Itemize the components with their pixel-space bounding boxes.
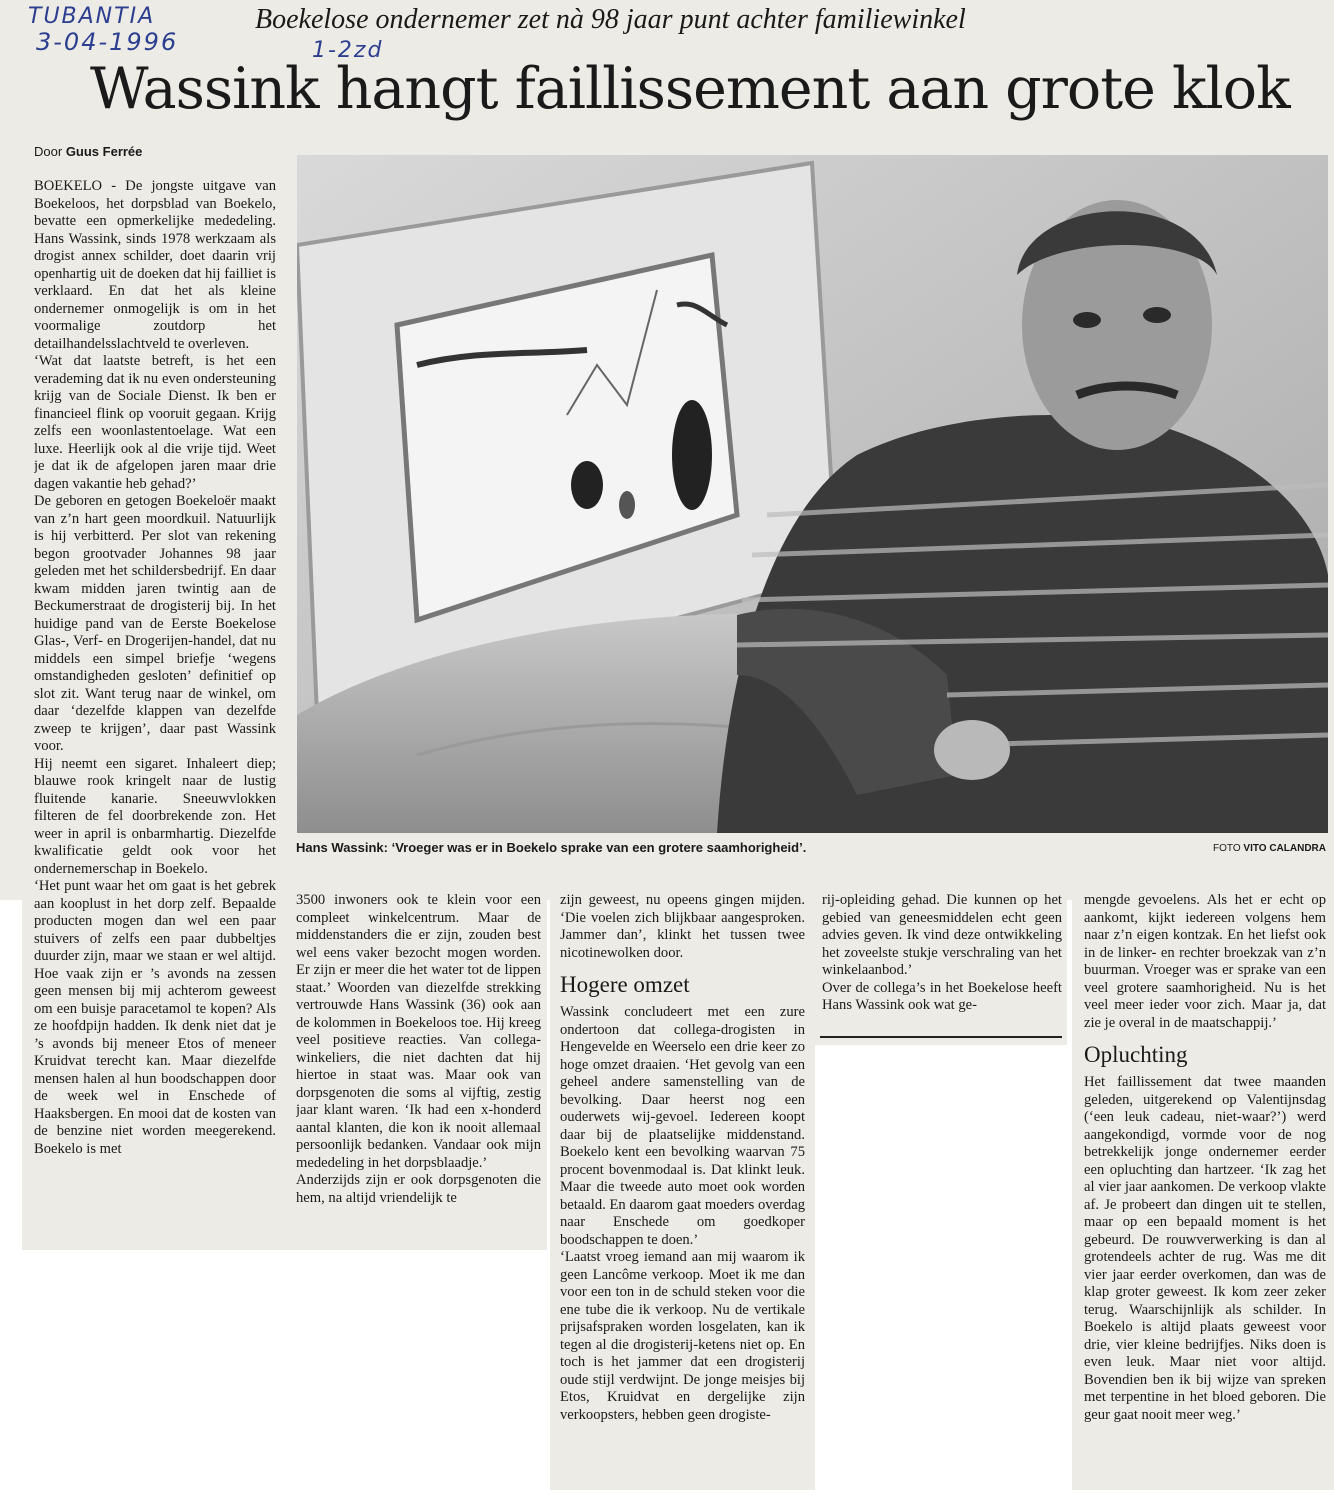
article-kicker: Boekelose ondernemer zet nà 98 jaar punt achter familiewinkel <box>255 4 966 35</box>
photo-credit-name: VITO CALANDRA <box>1243 843 1326 854</box>
photo-caption: Hans Wassink: ‘Vroeger was er in Boekelo sprake van een grotere saamhorigheid’. <box>296 840 807 855</box>
photo-credit <box>1213 843 1326 854</box>
column-3-body: Wassink concludeert met een zure ondertoon dat collega-drogisten in Hengevelde en Weerselo een drie keer zo hoge omzet draaien. ‘Het gevolg van een geheel andere samenstelling van de bevolking. Daar heerst nog een ouderwets wij-gevoel. Iedereen koopt daar bij de plaatselijke middenstand. Boekelo kent een bevolking waarvan 75 procent bovenmodaal is. Dat klinkt leuk. Maar die tweede auto moet ook worden betaald. En daarom gaat moeders overdag naar Enschede om goedkoper boodschappen te doen.’ ‘Laatst vroeg iemand aan mij waarom ik geen Lancôme verkoop. Moet ik me dan voor een ton in de schuld steken voor die ene tube die ik verkoop. Nu de vertikale prijsafspraken worden losgelaten, kan ik tegen al die drogisterij-ketens niet op. En toch is het jammer dat een drogisterij oude stijl verdwijnt. De jonge meisjes bij Etos, Kruidvat en dergelijke zijn verkoopsters, hebben geen drogiste- <box>560 1004 805 1423</box>
column-2: 3500 inwoners ook te klein voor een compleet winkelcentrum. Maar de middenstanders die er zijn, zouden best wel eens vaker bezocht mogen worden. Er zijn er meer die het water tot de lippen staat.’ Woorden van diezelfde strekking vertrouwde Hans Wassink (36) ook aan de kolommen in Boekeloos toe. Hij kreeg veel positieve reacties. Van collega-winkeliers, die niet dachten dat hij hiertoe in staat was. Maar ook van dorpsgenoten die soms al vijftig, zestig jaar klant waren. ‘Ik had een x-honderd aantal klanten, die kon ik nooit allemaal persoonlijk bedanken. Vandaar ook mijn mededeling in het dorpsblaadje.’ Anderzijds zijn er ook dorpsgenoten die hem, na altijd vriendelijk te <box>296 892 541 1206</box>
handwritten-page-note: 1-2zd <box>312 38 384 63</box>
column-3 <box>560 892 805 1482</box>
column-4: rij-opleiding gehad. Die kunnen op het gebied van geneesmiddelen echt geen advies geven. Ik vind deze ontwikkeling het zoveelste stukje verschraling van het winkelaanbod.’ Over de collega’s in het Boekelose heeft Hans Wassink ook wat ge- <box>822 892 1062 1013</box>
article-photo <box>297 155 1328 833</box>
handwritten-date: 3-04-1996 <box>36 28 179 56</box>
photo-credit-prefix: FOTO <box>1213 843 1241 854</box>
article-byline <box>34 144 142 159</box>
column-3-intro: zijn geweest, nu opeens gingen mijden. ‘Die voelen zich blijkbaar aangesproken. Jammer dan’, klinkt het tussen twee nicotinewolken door. <box>560 892 805 961</box>
article-headline: Wassink hangt faillissement aan grote klok <box>90 56 1290 122</box>
column-4-rule <box>820 1036 1062 1038</box>
byline-prefix: Door <box>34 144 63 159</box>
subheading-opluchting: Opluchting <box>1084 1042 1188 1067</box>
column-1: BOEKELO - De jongste uitgave van Boekeloos, het dorpsblad van Boekelo, bevatte een opmerkelijke mededeling. Hans Wassink, sinds 1978 werkzaam als drogist annex schilder, doet daarin vrij openhartig uit de doeken dat hij failliet is verklaard. En dat het als kleine ondernemer onmogelijk is om in het voormalige zoutdorp het detailhandelsslachtveld te overleven. ‘Wat dat laatste betreft, is het een verademing dat ik nu even ondersteuning krijg van de Sociale Dienst. Ik ben er financieel flink op vooruit gegaan. Krijg zelfs een woonlastentoelage. Wat een luxe. Heerlijk ook al die vrije tijd. Weet je dat ik de afgelopen jaren maar drie dagen vakantie heb gehad?’ De geboren en getogen Boekeloër maakt van z’n hart geen moordkuil. Natuurlijk is hij verbitterd. Per slot van rekening begon grootvader Johannes 98 jaar geleden met het schildersbedrijf. En daar kwam midden jaren twintig aan de Beckumerstraat de drogisterij bij. In het huidige pand van de Eerste Boekelose Glas-, Verf- en Drogerijen-handel, dat nu middels een simpel briefje ‘wegens omstandigheden gesloten’ definitief op slot zit. Want terug naar de winkel, om daar ‘dezelfde klappen van dezelfde zweep te krijgen’, daar past Wassink voor. Hij neemt een sigaret. Inhaleert diep; blauwe rook kringelt naar de lustig fluitende kanarie. Sneeuwvlokken filteren de fel doorbrekende zon. Het weer in april is onbarmhartig. Diezelfde kwalificatie geldt ook voor het ondernemerschap in Boekelo. ‘Het punt waar het om gaat is het gebrek aan kooplust in het dorp zelf. Bepaalde producten mogen dan wel een paar stuivers of zelfs een paar dubbeltjes duurder zijn, maar we staan er wel altijd. Hoe vaak zijn er ’s avonds na zessen geen mensen bij mij achterom geweest om een buisje paracetamol te kopen? Als ze hoofdpijn hadden. Ik denk niet dat je ’s avonds bij meneer Etos of meneer Kruidvat terecht kan. Maar diezelfde mensen halen al hun boodschappen door de week wel in Enschede of Haaksbergen. En mooi dat de kosten van de benzine niet worden meegerekend. Boekelo is met <box>34 178 276 1157</box>
photo-illustration <box>297 155 1328 833</box>
handwritten-paper-name: TUBANTIA <box>28 4 156 29</box>
byline-author: Guus Ferrée <box>65 144 143 159</box>
column-5 <box>1084 892 1326 1487</box>
column-5-intro: mengde gevoelens. Als het er echt op aankomt, kijkt iedereen volgens hem naar z’n eigen kontzak. En het liefst ook in de linker- en rechter broekzak van z’n buurman. Vroeger was er sprake van een veel grotere saamhorigheid. Nu is het veel meer ieder voor zich. Maar ja, dat zie je overal in de maatschappij.’ <box>1084 892 1326 1031</box>
column-5-body: Het faillissement dat twee maanden geleden, uitgerekend op Valentijnsdag (‘een leuk cadeau, niet-waar?’) werd aangekondigd, vormde voor de nog betrekkelijk jonge ondernemer eerder een opluchting dan hartzeer. ‘Ik zag het al vier jaar aankomen. De verkoop vlakte af. Je probeert dan dingen uit te stellen, maar op een bepaald moment is het gebeurd. De rouwverwerking is dan al grotendeels achter de rug. Was me dit vier jaar eerder overkomen, dan was de klap groter geweest. Ik kom zeer zeker terug. Waarschijnlijk als schilder. In Boekelo is altijd plaats geweest voor drie, vier kleine bedrijfjes. Niks doen is even leuk. Maar niet voor altijd. Bovendien ben ik bij wijze van spreken met terpentine in het bloed geboren. Die geur gaat nooit meer weg.’ <box>1084 1074 1326 1423</box>
subheading-hogere-omzet: Hogere omzet <box>560 972 690 997</box>
